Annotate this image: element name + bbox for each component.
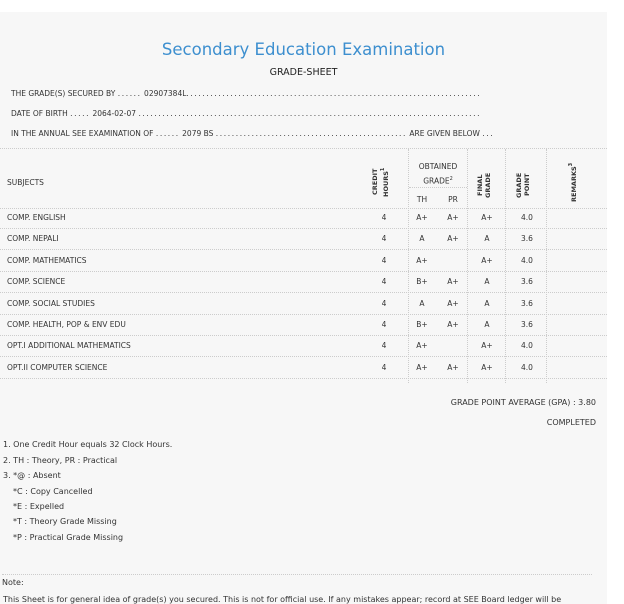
header-subjects: SUBJECTS (7, 178, 44, 187)
credit-cell: 4 (381, 320, 387, 329)
th-grade-cell: A (419, 298, 425, 308)
footnote: 3. *@ : Absent (3, 471, 61, 480)
exam-title: Secondary Education Examination (161, 40, 446, 59)
final-grade-cell: A+ (481, 341, 493, 351)
row-divider (0, 292, 607, 293)
grade-point-cell: 4.0 (521, 255, 533, 265)
subject-cell: COMP. SCIENCE (7, 277, 66, 287)
subject-cell: COMP. NEPALI (7, 234, 59, 244)
divider (0, 148, 607, 149)
row-divider (0, 228, 607, 229)
pr-grade-cell: A+ (447, 320, 459, 329)
row-divider (0, 271, 607, 272)
row-divider (0, 249, 607, 250)
result-status: COMPLETED (546, 418, 596, 427)
grades-label: THE GRADE(S) SECURED BY (11, 89, 116, 98)
pr-grade-cell: A+ (447, 277, 459, 287)
final-grade-cell: A (484, 277, 490, 287)
subject-cell: COMP. HEALTH, POP & ENV EDU (7, 320, 126, 329)
header-credit-hours: CREDIT HOURS$^1$ (371, 167, 391, 197)
sheet-subtitle: GRADE-SHEET (269, 67, 338, 78)
grade-point-cell: 3.6 (521, 277, 533, 287)
th-grade-cell: A+ (416, 213, 428, 222)
footnote: 2. TH : Theory, PR : Practical (3, 456, 118, 465)
grade-point-cell: 3.6 (521, 320, 533, 329)
header-remarks: REMARKS$^3$ (568, 162, 579, 202)
col-divider (546, 149, 547, 383)
header-final-grade: FINAL GRADE (476, 172, 492, 198)
th-grade-cell: B+ (416, 320, 428, 329)
final-grade-cell: A (484, 298, 490, 308)
pr-grade-cell: A+ (447, 234, 459, 244)
header-divider (0, 208, 607, 209)
col-divider (505, 149, 506, 383)
grades-secured-line: THE GRADE(S) SECURED BY ...... 02907384L.......................................................................... (11, 89, 482, 98)
subject-cell: COMP. ENGLISH (7, 213, 66, 222)
final-grade-cell: A (484, 320, 490, 329)
th-grade-cell: A+ (416, 255, 428, 265)
given-below-text: ARE GIVEN BELOW (409, 129, 480, 138)
final-grade-cell: A+ (481, 213, 493, 222)
header-th: TH (416, 195, 428, 204)
row-divider (0, 378, 607, 379)
grade-point-cell: 4.0 (521, 341, 533, 351)
th-grade-cell: A+ (416, 341, 428, 351)
gpa-summary: GRADE POINT AVERAGE (GPA) : 3.80 (450, 398, 596, 407)
grade-point-cell: 3.6 (521, 234, 533, 244)
final-grade-cell: A (484, 234, 490, 244)
symbol-number: 02907384L (144, 89, 187, 98)
subject-cell: OPT.I ADDITIONAL MATHEMATICS (7, 341, 131, 351)
th-grade-cell: A+ (416, 362, 428, 372)
note-label: Note: (2, 578, 24, 587)
footnote: *C : Copy Cancelled (13, 487, 93, 496)
credit-cell: 4 (381, 341, 387, 351)
grade-point-cell: 3.6 (521, 298, 533, 308)
row-divider (0, 356, 607, 357)
pr-grade-cell: A+ (447, 298, 459, 308)
col-divider (408, 149, 409, 383)
exam-label: IN THE ANNUAL SEE EXAMINATION OF (11, 129, 154, 138)
dob-label: DATE OF BIRTH (11, 109, 68, 118)
final-grade-cell: A+ (481, 362, 493, 372)
pr-grade-cell: A+ (447, 362, 459, 372)
grade-point-cell: 4.0 (521, 362, 533, 372)
credit-cell: 4 (381, 298, 387, 308)
date-of-birth: 2064-02-07 (92, 109, 137, 118)
note-divider (2, 574, 592, 575)
dob-line: DATE OF BIRTH ..... 2064-02-07 ...................................................................................... (11, 109, 482, 118)
footnote: 1. One Credit Hour equals 32 Clock Hours. (3, 440, 173, 449)
credit-cell: 4 (381, 234, 387, 244)
exam-line: IN THE ANNUAL SEE EXAMINATION OF ...... 2079 BS ................................................ ARE GIVEN BELOW ... (11, 129, 495, 138)
row-divider (0, 314, 607, 315)
exam-year: 2079 BS (182, 129, 214, 138)
header-sub-divider (409, 187, 467, 188)
note-text: This Sheet is for general idea of grade(s) you secured. This is not for official use. If any mistakes appear; record at SEE Board ledger will be (3, 595, 562, 604)
header-obtained-grade: OBTAINED GRADE$^2$ (418, 162, 458, 186)
footnote: *T : Theory Grade Missing (13, 517, 117, 526)
subject-cell: OPT.II COMPUTER SCIENCE (7, 362, 108, 372)
subject-cell: COMP. MATHEMATICS (7, 255, 87, 265)
grade-sheet (0, 12, 607, 604)
footnote: *E : Expelled (13, 502, 65, 511)
final-grade-cell: A+ (481, 255, 493, 265)
credit-cell: 4 (381, 255, 387, 265)
credit-cell: 4 (381, 362, 387, 372)
grade-point-cell: 4.0 (521, 213, 533, 222)
header-grade-point: GRADE POINT (515, 172, 531, 198)
row-divider (0, 335, 607, 336)
th-grade-cell: A (419, 234, 425, 244)
credit-cell: 4 (381, 277, 387, 287)
header-pr: PR (448, 195, 458, 204)
th-grade-cell: B+ (416, 277, 428, 287)
pr-grade-cell: A+ (447, 213, 459, 222)
footnote: *P : Practical Grade Missing (13, 533, 124, 542)
col-divider (467, 149, 468, 383)
subject-cell: COMP. SOCIAL STUDIES (7, 298, 95, 308)
credit-cell: 4 (381, 213, 387, 222)
